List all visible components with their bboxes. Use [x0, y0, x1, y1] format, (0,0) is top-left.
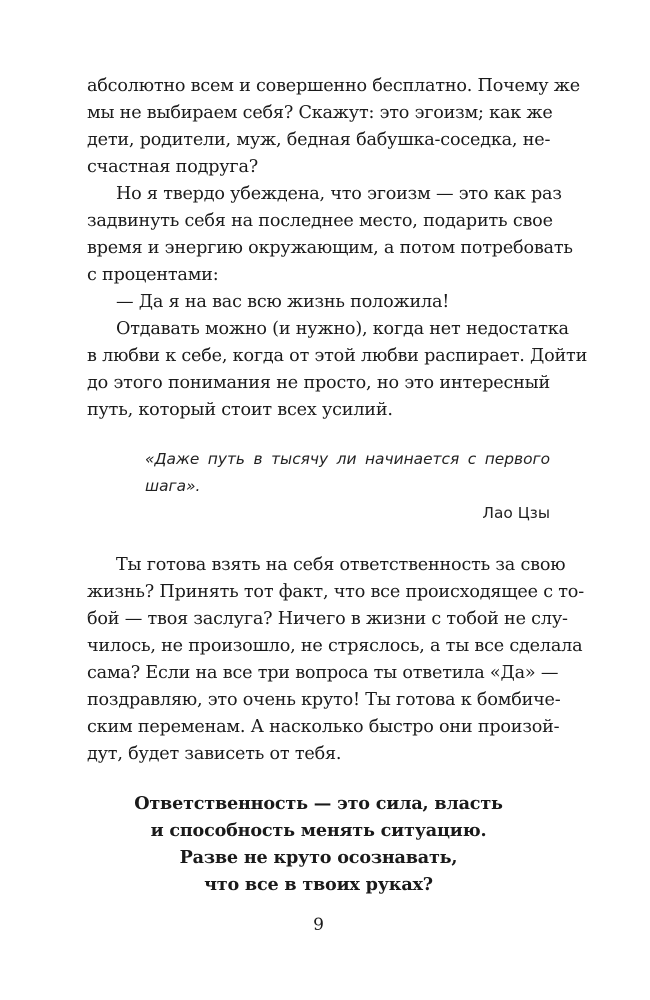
paragraph-1-line-4: счастная подруга?: [87, 157, 258, 177]
epigraph-author: Лао Цзы: [482, 504, 550, 522]
paragraph-5-line-1: Ты готова взять на себя ответственность за свою: [116, 555, 566, 575]
paragraph-5-line-2: жизнь? Принять тот факт, что все происходящее с то-: [87, 582, 584, 602]
paragraph-4-line-1: Отдавать можно (и нужно), когда нет недостатка: [116, 319, 569, 339]
paragraph-5-line-8: дут, будет зависеть от тебя.: [87, 744, 342, 764]
emphasis-line-3: Разве не круто осознавать,: [179, 847, 458, 868]
paragraph-4-line-3: до этого понимания не просто, но это интересный: [87, 373, 550, 393]
paragraph-1-line-2: мы не выбираем себя? Скажут: это эгоизм; как же: [87, 103, 553, 123]
paragraph-4-line-2: в любви к себе, когда от этой любви распирает. Дойти: [87, 346, 588, 366]
emphasis-line-2: и способность менять ситуацию.: [150, 820, 487, 841]
emphasis-line-4: что все в твоих руках?: [204, 874, 433, 895]
paragraph-2-line-1: Но я твердо убеждена, что эгоизм — это как раз: [116, 184, 562, 204]
paragraph-2-line-3: время и энергию окружающим, а потом потребовать: [87, 238, 573, 258]
paragraph-1-line-1: абсолютно всем и совершенно бесплатно. Почему же: [87, 76, 580, 96]
paragraph-5-line-3: бой — твоя заслуга? Ничего в жизни с тобой не слу-: [87, 609, 568, 629]
paragraph-2-line-2: задвинуть себя на последнее место, подарить свое: [87, 211, 553, 231]
paragraph-5-line-5: сама? Если на все три вопроса ты ответила «Да» —: [87, 663, 559, 683]
paragraph-1-line-3: дети, родители, муж, бедная бабушка-соседка, не-: [87, 130, 551, 150]
paragraph-2-line-4: с процентами:: [87, 265, 219, 285]
paragraph-5-line-6: поздравляю, это очень круто! Ты готова к бомбиче-: [87, 690, 561, 710]
paragraph-4-line-4: путь, который стоит всех усилий.: [87, 400, 393, 420]
epigraph-line-2: шага».: [145, 477, 201, 495]
dialogue-line: — Да я на вас всю жизнь положила!: [116, 292, 450, 312]
paragraph-5-line-7: ским переменам. А насколько быстро они произой-: [87, 717, 560, 737]
emphasis-line-1: Ответственность — это сила, власть: [134, 793, 503, 814]
page-number: 9: [313, 915, 324, 935]
paragraph-5-line-4: чилось, не произошло, не стряслось, а ты все сделала: [87, 636, 583, 656]
epigraph-line-1: «Даже путь в тысячу ли начинается с первого: [145, 450, 550, 468]
